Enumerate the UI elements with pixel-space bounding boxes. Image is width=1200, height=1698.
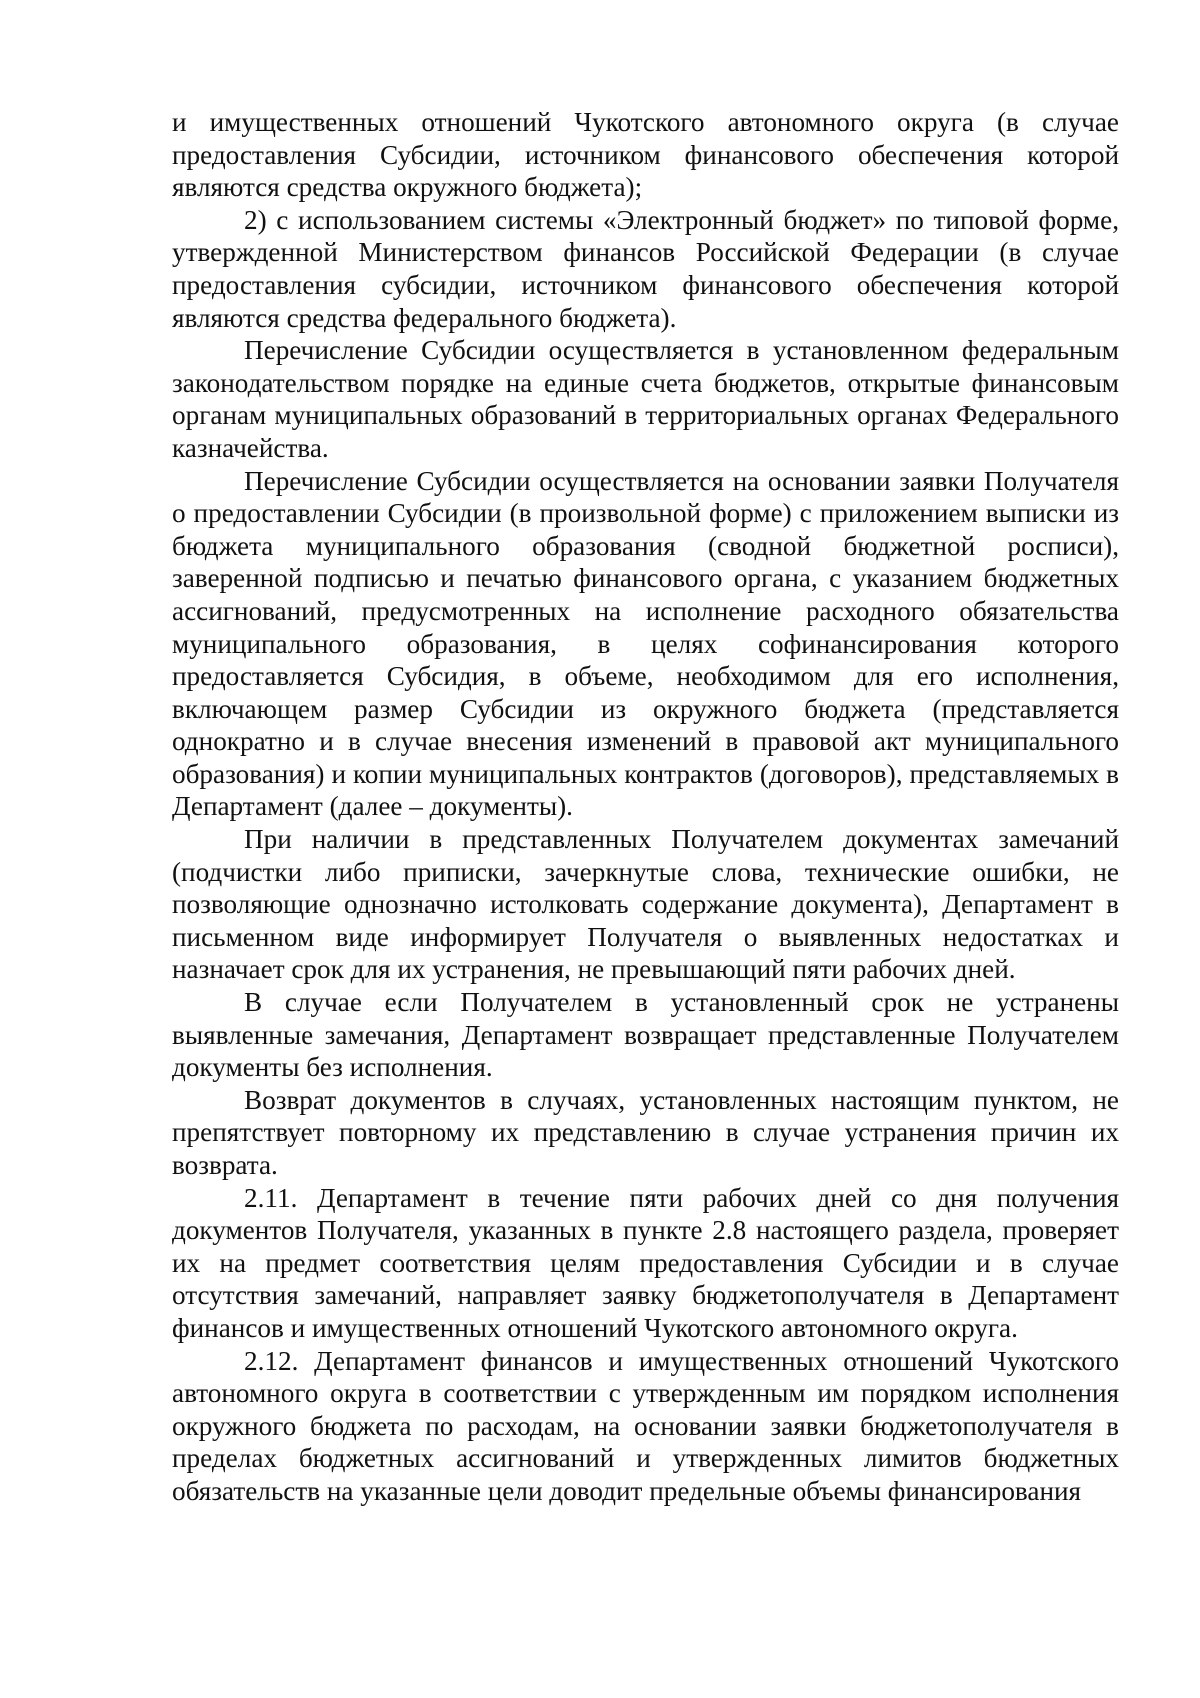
paragraph-subsidy-application: Перечисление Субсидии осуществляется на основании заявки Получателя о предоставлении Субсидии (в произвольной форме) с приложением выписки из бюджета муниципального образования (сводной бюджетной росписи), заверенной подписью и печатью финансового органа, с указанием бюджетных ассигнований, предусмотренных на исполнение расходного обязательства муниципального образования, в целях софинансирования которого предоставляется Субсидия, в объеме, необходимом для его исполнения, включающем размер Субсидии из окружного бюджета (представляется однократно и в случае внесения изменений в правовой акт муниципального образования) и копии муниципальных контрактов (договоров), представляемых в Департамент (далее – документы). [172,465,1119,822]
paragraph-continuation: и имущественных отношений Чукотского автономного округа (в случае предоставления Субсидии, источником финансового обеспечения которой являются средства окружного бюджета); [172,107,1119,203]
document-page [172,106,1119,1508]
paragraph-remarks: При наличии в представленных Получателем документах замечаний (подчистки либо приписки, зачеркнутые слова, технические ошибки, не позволяющие однозначно истолковать содержание документа), Департамент в письменном виде информирует Получателя о выявленных недостатках и назначает срок для их устранения, не превышающий пяти рабочих дней. [172,824,1119,985]
paragraph-section-2-11: 2.11. Департамент в течение пяти рабочих дней со дня получения документов Получателя, указанных в пункте 2.8 настоящего раздела, проверяет их на предмет соответствия целям предоставления Субсидии и в случае отсутствия замечаний, направляет заявку бюджетополучателя в Департамент финансов и имущественных отношений Чукотского автономного округа. [172,1182,1119,1343]
paragraph-resubmission: Возврат документов в случаях, установленных настоящим пунктом, не препятствует повторному их представлению в случае устранения причин их возврата. [172,1084,1119,1180]
paragraph-return-documents: В случае если Получателем в установленный срок не устранены выявленные замечания, Департамент возвращает представленные Получателем документы без исполнения. [172,987,1119,1083]
paragraph-item-2-electronic-budget: 2) с использованием системы «Электронный бюджет» по типовой форме, утвержденной Министерством финансов Российской Федерации (в случае предоставления субсидии, источником финансового обеспечения которой являются средства федерального бюджета). [172,204,1119,333]
paragraph-subsidy-transfer: Перечисление Субсидии осуществляется в установленном федеральным законодательством порядке на единые счета бюджетов, открытые финансовым органам муниципальных образований в территориальных органах Федерального казначейства. [172,335,1119,463]
paragraph-section-2-12: 2.12. Департамент финансов и имущественных отношений Чукотского автономного округа в соответствии с утвержденным им порядком исполнения окружного бюджета по расходам, на основании заявки бюджетополучателя в пределах бюджетных ассигнований и утвержденных лимитов бюджетных обязательств на указанные цели доводит предельные объемы финансирования [172,1345,1119,1506]
